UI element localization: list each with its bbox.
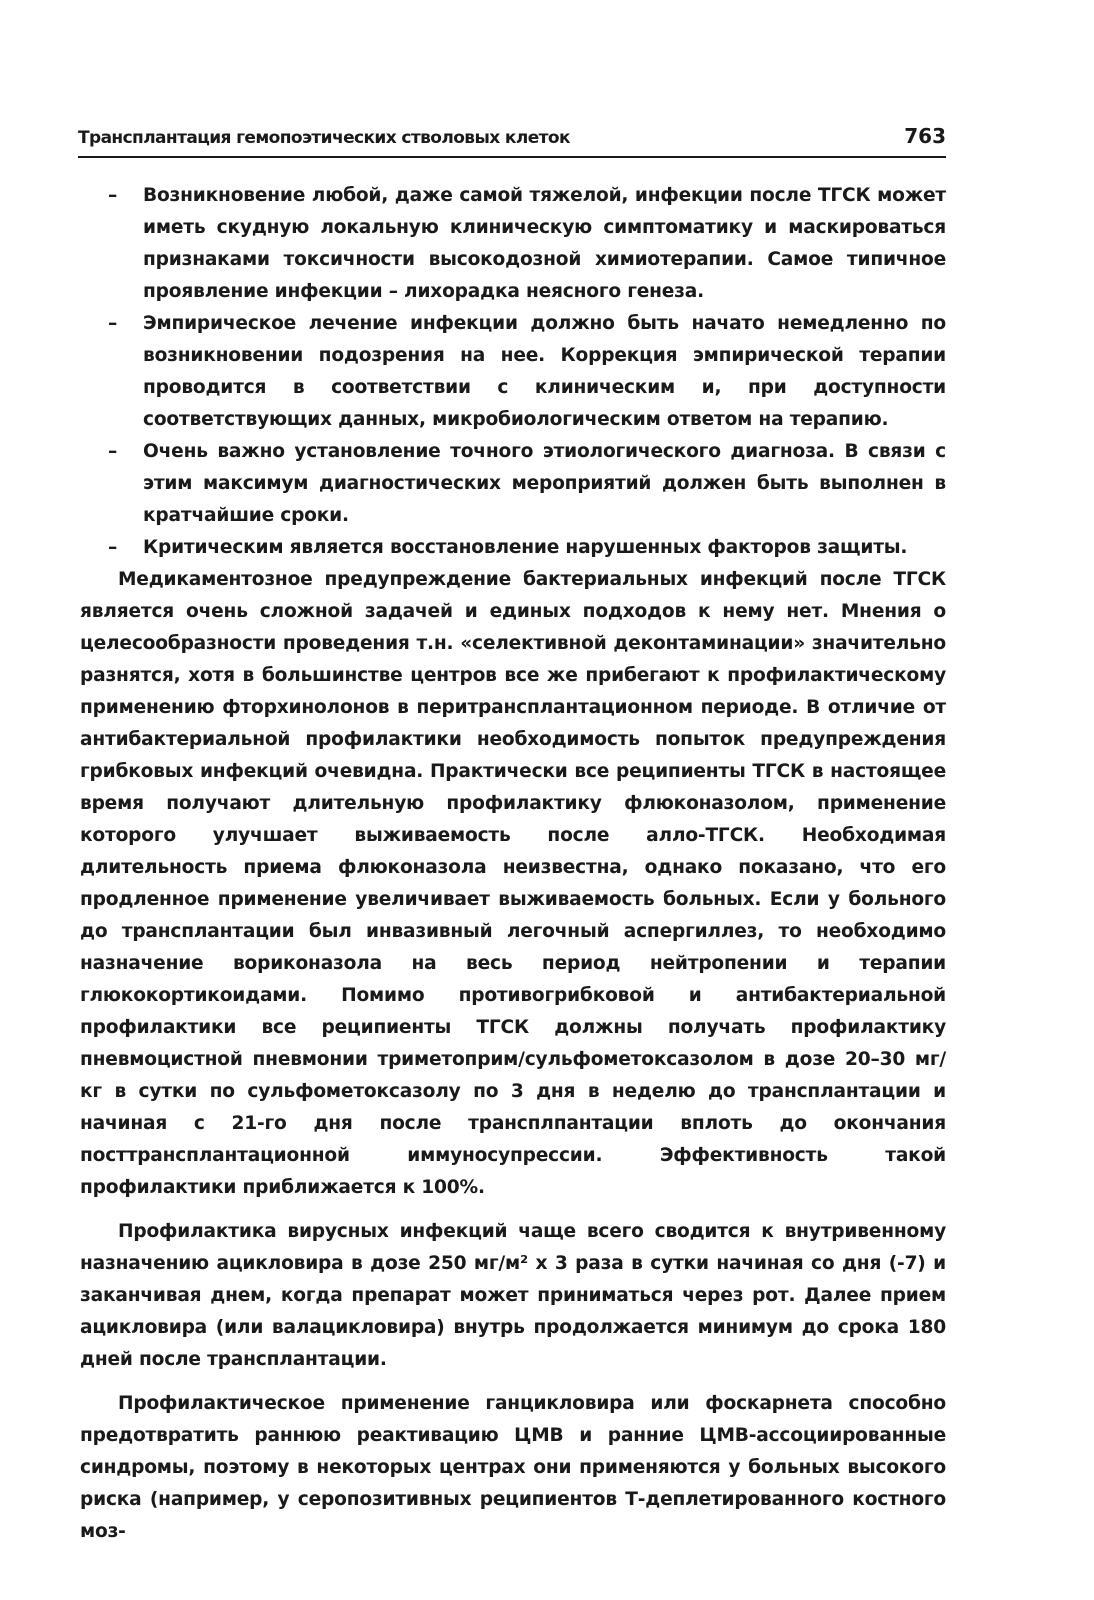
list-item xyxy=(80,180,946,308)
paragraph-prophylaxis-viral: Профилактика вирусных инфекций чаще всего сводится к внутривенному назначению ацикловира в дозе 250 мг/м² х 3 раза в сутки начиная со дня (-7) и заканчивая днем, когда препарат может приниматься через рот. Далее прием ацикловира (или валацикловира) внутрь продолжается минимум до срока 180 дней после трансплантации. xyxy=(80,1221,946,1370)
bullet-text: Критическим является восстановление нарушенных факторов защиты. xyxy=(143,537,908,558)
bullet-text: Очень важно установление точного этиологического диагноза. В связи с этим максимум диагностических мероприятий должен быть выполнен в кратчайшие сроки. xyxy=(143,441,946,526)
bullet-text: Эмпирическое лечение инфекции должно быть начато немедленно по возникновении подозрения на нее. Коррекция эмпирической терапии проводится в соответствии с клиническим и, при доступности соответствующих данных, микробиологическим ответом на терапию. xyxy=(143,313,946,430)
list-item xyxy=(80,308,946,436)
running-header xyxy=(78,124,946,158)
list-item xyxy=(80,532,946,564)
bullet-dash: – xyxy=(108,313,118,334)
list-item xyxy=(80,436,946,532)
running-title: Трансплантация гемопоэтических стволовых клеток xyxy=(78,128,570,148)
paragraph-prophylaxis-cmv: Профилактическое применение ганцикловира или фоскарнета способно предотвратить раннюю реактивацию ЦМВ и ранние ЦМВ-ассоциированные синдромы, поэтому в некоторых центрах они применяются у больных высокого риска (например, у серопозитивных реципиентов Т-деплетированного костного моз- xyxy=(80,1393,946,1542)
paragraph-prophylaxis-bacterial-fungal: Медикаментозное предупреждение бактериальных инфекций после ТГСК является очень сложной задачей и единых подходов к нему нет. Мнения о целесообразности проведения т.н. «селективной деконтаминации» значительно разнятся, хотя в большинстве центров все же прибегают к профилактическому применению фторхинолонов в перитрансплантационном периоде. В отличие от антибактериальной профилактики необходимость попыток предупреждения грибковых инфекций очевидна. Практически все реципиенты ТГСК в настоящее время получают длительную профилактику флюконазолом, применение которого улучшает выживаемость после алло-ТГСК. Необходимая длительность приема флюконазола неизвестна, однако показано, что его продленное применение увеличивает выживаемость больных. Если у больного до трансплантации был инвазивный легочный аспергиллез, то необходимо назначение вориконазола на весь период нейтропении и терапии глюкокортикоидами. Помимо противогрибковой и антибактериальной профилактики все реципиенты ТГСК должны получать профилактику пневмоцистной пневмонии триметоприм/сульфометоксазолом в дозе 20–30 мг/кг в сутки по сульфометоксазолу по 3 дня в неделю до трансплантации и начиная с 21-го дня после трансплпантации вплоть до окончания посттрансплантационной иммуносупрессии. Эффективность такой профилактики приближается к 100%. xyxy=(80,569,946,1198)
page-number: 763 xyxy=(904,124,946,148)
bullet-dash: – xyxy=(108,441,118,462)
bullet-text: Возникновение любой, даже самой тяжелой, инфекции после ТГСК может иметь скудную локальную клиническую симптоматику и маскироваться признаками токсичности высокодозной химиотерапии. Самое типичное проявление инфекции – лихорадка неясного генеза. xyxy=(143,185,946,302)
bullet-dash: – xyxy=(108,185,118,206)
bullet-list xyxy=(80,180,946,564)
body-text xyxy=(80,180,946,1548)
bullet-dash: – xyxy=(108,537,118,558)
